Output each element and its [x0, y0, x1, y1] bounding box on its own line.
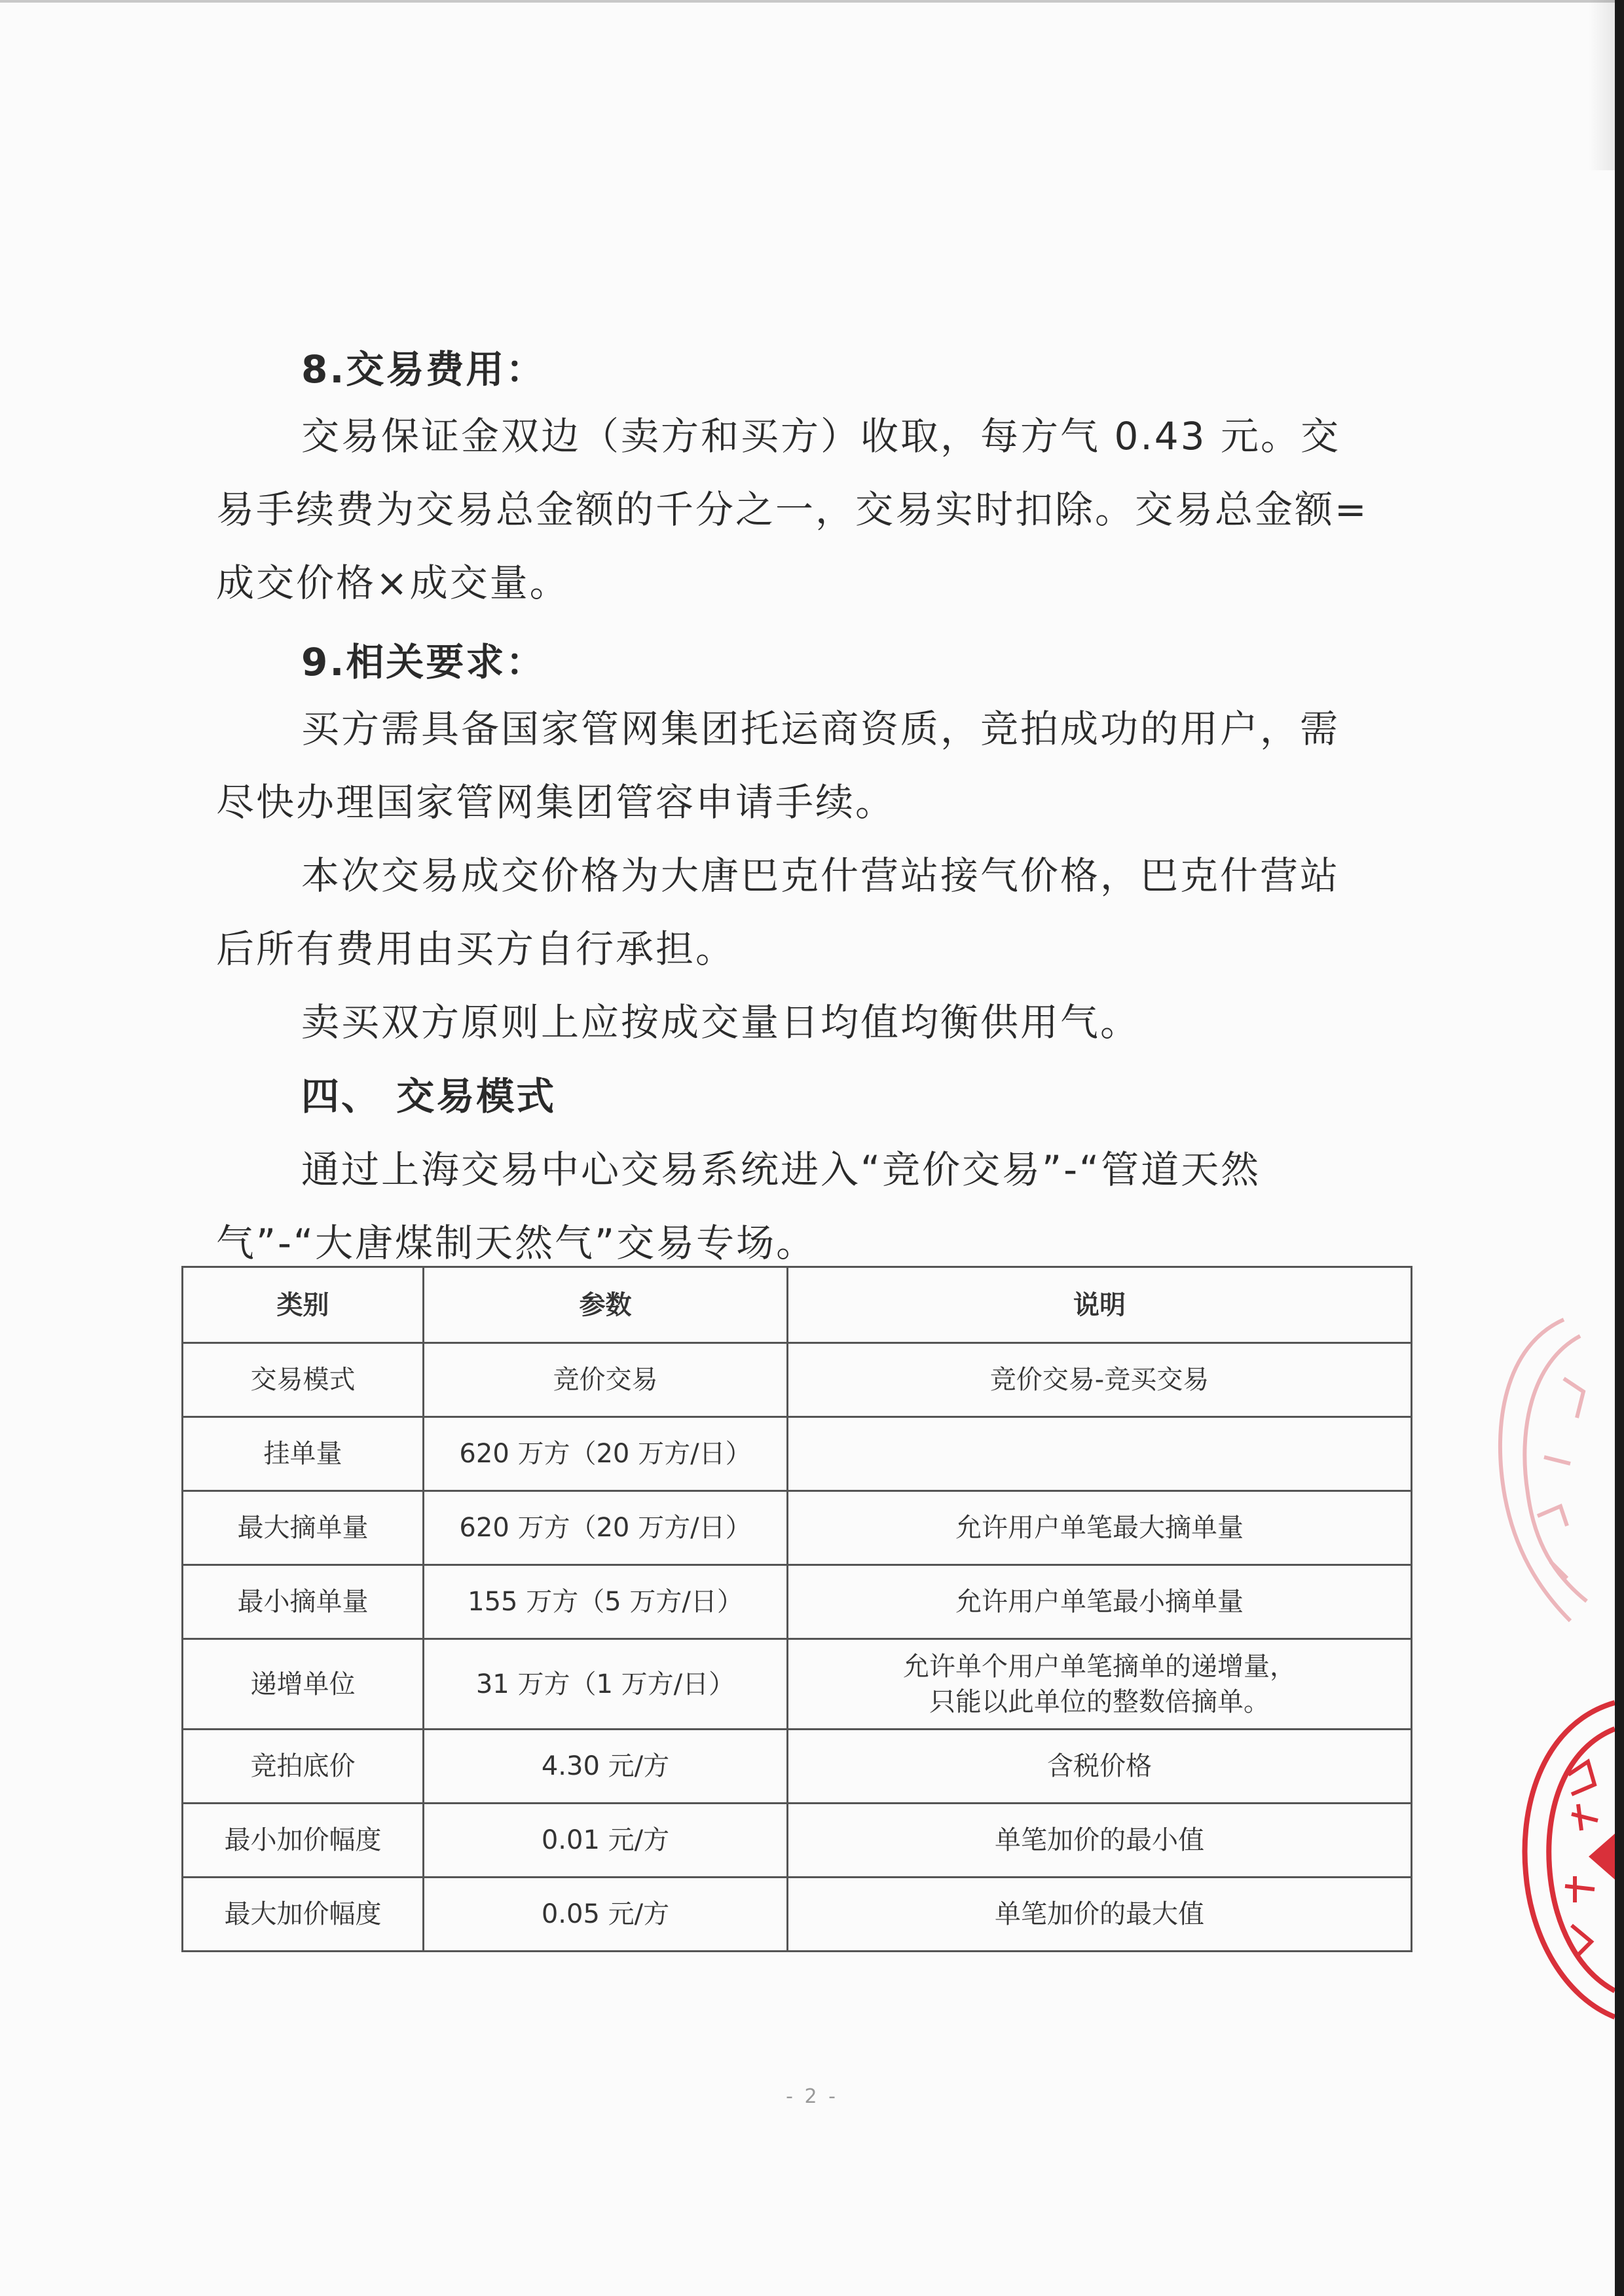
- section-8-heading: 8.交易费用：: [301, 347, 546, 392]
- official-seal-partial-upper: [1466, 1300, 1616, 1640]
- table-row: [183, 1491, 1412, 1565]
- cell-description-line-1: 允许单个用户单笔摘单的递增量，: [903, 1651, 1296, 1682]
- section-9-paragraph-1: 买方需具备国家管网集团托运商资质，竞拍成功的用户，需尽快办理国家管网集团管容申请手续。: [216, 707, 1340, 824]
- cell-category: 最小摘单量: [183, 1565, 424, 1639]
- cell-description: 单笔加价的最大值: [788, 1878, 1412, 1952]
- table-row: [183, 1565, 1412, 1639]
- cell-parameter: 155 万方（5 万方/日）: [424, 1565, 788, 1639]
- section-8-paragraph: 交易保证金双边（卖方和买方）收取，每方气 0.43 元。交易手续费为交易总金额的千分之一，交易实时扣除。交易总金额=成交价格×成交量。: [216, 414, 1369, 605]
- cell-category: 最大摘单量: [183, 1491, 424, 1565]
- table-row: [183, 1804, 1412, 1878]
- header-parameter: 参数: [424, 1267, 788, 1343]
- cell-parameter: 620 万方（20 万方/日）: [424, 1417, 788, 1491]
- cell-category: 竞拍底价: [183, 1730, 424, 1804]
- header-description: 说明: [788, 1267, 1412, 1343]
- cell-category: 最小加价幅度: [183, 1804, 424, 1878]
- cell-description: 含税价格: [788, 1730, 1412, 1804]
- cell-category: 最大加价幅度: [183, 1878, 424, 1952]
- table-row: [183, 1639, 1412, 1730]
- header-category: 类别: [183, 1267, 424, 1343]
- cell-parameter: 620 万方（20 万方/日）: [424, 1491, 788, 1565]
- cell-parameter: 0.05 元/方: [424, 1878, 788, 1952]
- cell-description: 单笔加价的最小值: [788, 1804, 1412, 1878]
- section-4-paragraph: 通过上海交易中心交易系统进入“竞价交易”-“管道天然气”-“大唐煤制天然气”交易专场。: [216, 1147, 1261, 1265]
- cell-parameter: 竞价交易: [424, 1343, 788, 1417]
- section-4-heading: 四、 交易模式: [301, 1074, 557, 1119]
- cell-description-line-2: 只能以此单位的整数倍摘单。: [929, 1686, 1270, 1717]
- cell-description: 允许用户单笔最小摘单量: [788, 1565, 1412, 1639]
- table-row: [183, 1878, 1412, 1952]
- section-9-heading: 9.相关要求：: [301, 640, 546, 684]
- section-9-paragraph-3: 卖买双方原则上应按成交量日均值均衡供用气。: [301, 1000, 1141, 1045]
- cell-parameter: 31 万方（1 万方/日）: [424, 1639, 788, 1730]
- cell-description: [788, 1417, 1412, 1491]
- cell-description: 竞价交易-竞买交易: [788, 1343, 1412, 1417]
- table-row: [183, 1417, 1412, 1491]
- cell-category: 递增单位: [183, 1639, 424, 1730]
- page-number: - 2 -: [786, 2085, 838, 2108]
- cell-description: 允许用户单笔最大摘单量: [788, 1491, 1412, 1565]
- official-seal-partial-lower: [1506, 1690, 1615, 2030]
- table-row: [183, 1730, 1412, 1804]
- section-9-paragraph-2: 本次交易成交价格为大唐巴克什营站接气价格，巴克什营站后所有费用由买方自行承担。: [216, 853, 1340, 971]
- table-header-row: [183, 1267, 1412, 1343]
- trading-parameters-table: [181, 1266, 1412, 1952]
- cell-description: [788, 1639, 1412, 1730]
- cell-parameter: 4.30 元/方: [424, 1730, 788, 1804]
- table-row: [183, 1343, 1412, 1417]
- cell-category: 挂单量: [183, 1417, 424, 1491]
- cell-parameter: 0.01 元/方: [424, 1804, 788, 1878]
- cell-category: 交易模式: [183, 1343, 424, 1417]
